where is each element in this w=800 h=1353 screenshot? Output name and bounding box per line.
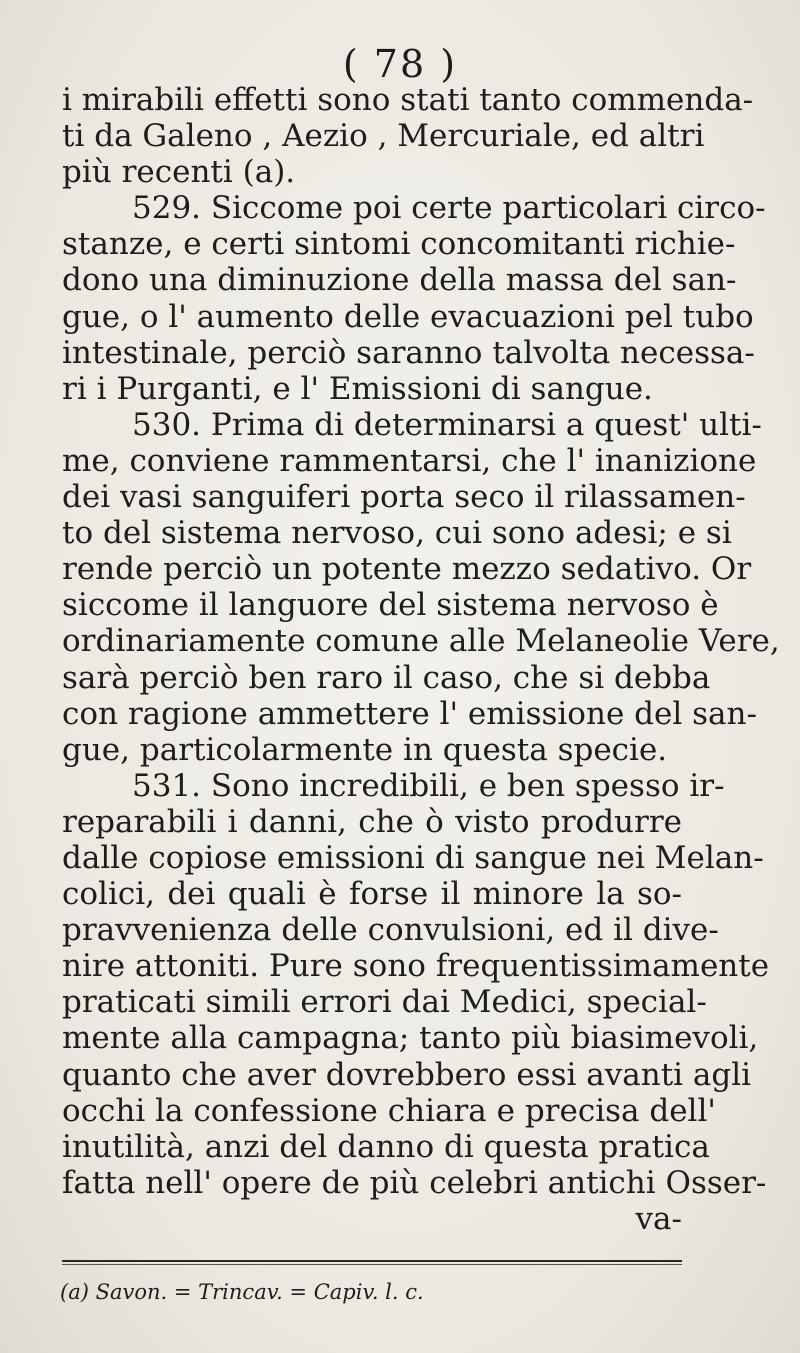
text-line: reparabili i danni, che ò visto produrre [62,803,682,840]
text-line: gue, particolarmente in questa specie. [62,731,668,768]
text-line: con ragione ammettere l' emissione del san- [62,695,757,732]
text-line: quanto che aver dovrebbero essi avanti agli [62,1056,752,1093]
text-line: rende perciò un potente mezzo sedativo. Or [62,551,752,588]
text-line: intestinale, perciò saranno talvolta necessa- [62,334,755,371]
text-line: più recenti (a). [62,154,296,191]
text-line: 530. Prima di determinarsi a quest' ulti- [132,406,762,443]
text-line: ti da Galeno , Aezio , Mercuriale, ed altri [62,118,705,155]
footnote-rule-thin [62,1264,682,1265]
text-line: pravvenienza delle convulsioni, ed il dive- [62,912,719,949]
text-line: 531. Sono incredibili, e ben spesso ir- [132,767,725,804]
page-number: ( 78 ) [342,42,458,86]
catchword: va- [635,1200,682,1237]
text-line: mente alla campagna; tanto più biasimevoli, [62,1020,759,1057]
text-line: siccome il languore del sistema nervoso è [62,587,719,624]
text-line: to del sistema nervoso, cui sono adesi; e si [62,515,732,552]
text-line: occhi la confessione chiara e precisa dell' [62,1092,716,1129]
text-line: sarà perciò ben raro il caso, che si debba [62,659,711,696]
text-line: stanze, e certi sintomi concomitanti richie- [62,226,736,263]
text-line: dono una diminuzione della massa del san- [62,262,737,299]
text-line: colici, dei quali è forse il minore la so- [62,876,682,913]
text-line: ri i Purganti, e l' Emissioni di sangue. [62,370,653,407]
text-line: i mirabili effetti sono stati tanto commenda- [62,82,754,118]
text-line: me, conviene rammentarsi, che l' inanizione [62,442,757,479]
text-line: gue, o l' aumento delle evacuazioni pel tubo [62,298,754,335]
text-line: dalle copiose emissioni di sangue nei Melan- [62,839,764,876]
footnote-rule [62,1260,682,1262]
text-line: ordinariamente comune alle Melaneolie Vere, [62,623,780,660]
text-line: 529. Siccome poi certe particolari circo- [132,190,766,227]
text-line: dei vasi sanguiferi porta seco il rilassamen- [62,479,746,516]
text-line: praticati simili errori dai Medici, special- [62,984,707,1021]
footnote: (a) Savon. = Trincav. = Capiv. l. c. [60,1280,424,1304]
text-line: inutilità, anzi del danno di questa pratica [62,1128,710,1165]
body-text [62,82,780,1237]
text-line: fatta nell' opere de più celebri antichi Osser- [62,1164,767,1201]
text-line: nire attoniti. Pure sono frequentissimamente [62,948,770,985]
